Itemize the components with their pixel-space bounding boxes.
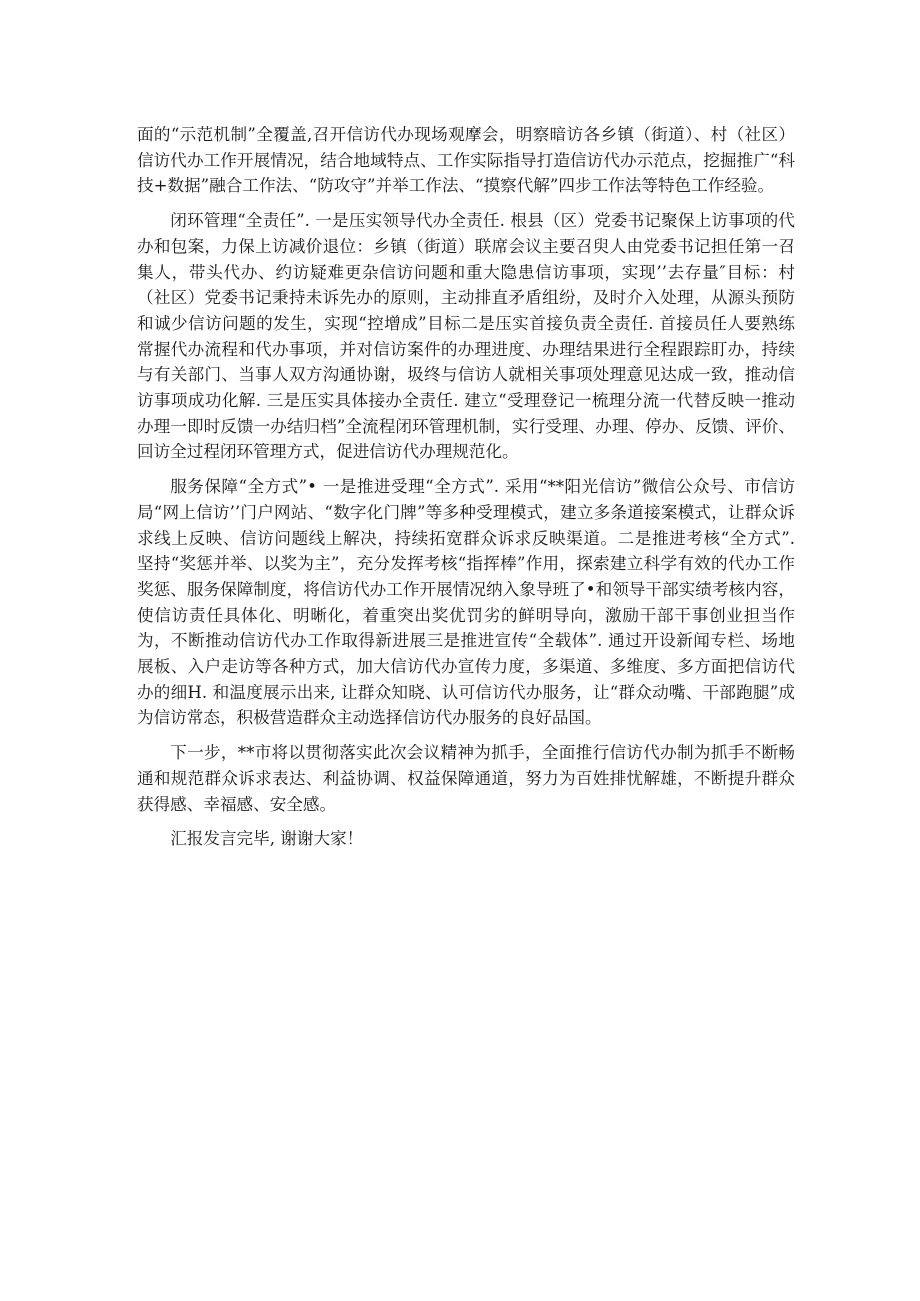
paragraph-closed-loop-management: 闭环管理“全责任”. 一是压实领导代办全责任. 根县（区）党委书记聚保上访事项的代办和包案，力保上访减价退位：乡镇（街道）联席会议主要召臾人由党委书记担任第一召集人，带头代办、约访疑难更杂信访问题和重大隐患信访事项，实现’’去存量″目标：村（社区）党委书记秉持未诉先办的原则，主动排直矛盾组纷，及时介入处理，从源头预防和诚少信访问题的发生，实现“控增成”目标二是压实首接负责全责任. 首接员任人要熟练常握代办流程和代办事项，并对信访案件的办理进度、办理结果进行全程跟踪盯办，持续与有关部门、当事人双方沟通协谢，圾终与信访人就相关事项处理意见达成一致，推动信访事项成功化解. 三是压实具体接办全责任. 建立“受理登记一梳理分流一代替反映一推动办理一即时反馈一办结归档”全流程闭环管理机制，实行受理、办理、停办、反馈、评价、回访全过程闭环管理方式，促进信访代办理规范化。 bbox=[137, 211, 795, 462]
paragraph-closing: 汇报发言完毕, 谢谢大家！ bbox=[170, 829, 364, 849]
paragraph-continuation: 面的“示范机制”全覆盖,召开信访代办现场观摩会，明察暗访各乡镇（街道）、村（社区）信访代办工作开展情况，结合地域特点、工作实际指导打造信访代办示范点，挖掘推广“科技+数据”融合工作法、“防攻守”并举工作法、“摸察代解”四步工作法等特色工作经验。 bbox=[137, 125, 795, 196]
paragraph-next-step: 下一步，**市将以贯彻落实此次会议精神为抓手，全面推行信访代办制为抓手不断畅通和规范群众诉求表达、利益协调、权益保障通道，努力为百姓排忧解雄，不断提升群众获得感、幸福感、安全感。 bbox=[137, 743, 795, 814]
document-page bbox=[137, 122, 795, 861]
paragraph-service-guarantee: 服务保障“全方式”• 一是推进受理“全方式”. 采用“**阳光信访”微信公众号、市信访局“网上信访’’门户网站、“数字化门牌”等多种受理模式，建立多条道接案模式，让群众诉求线上反映、信访问题线上解决，持续拓宽群众诉求反映渠道。二是推进考核“全方式”. 坚持“奖惩并举、以奖为主”，充分发挥考核“指挥棒”作用，探索建立科学有效的代办工作奖惩、服务保障制度，将信访代办工作开展情况纳入象导班了•和领导干部实绩考核内容，使信访责任具体化、明晰化，着重突出奖优罚劣的鲜明导向，激励干部干事创业担当作为，不断推动信访代办工作取得新进展三是推进宣传“全载体”. 通过开设新闻专栏、场地展板、入户走访等各种方式，加大信访代办宣传力度，多渠道、多维度、多方面把信访代办的细H. 和温度展示出来, 让群众知晓、认可信访代办服务，让“群众动嘴、干部跑腿”成为信访常态，积极营造群众主动选择信访代办服务的良好品国。 bbox=[137, 477, 795, 728]
